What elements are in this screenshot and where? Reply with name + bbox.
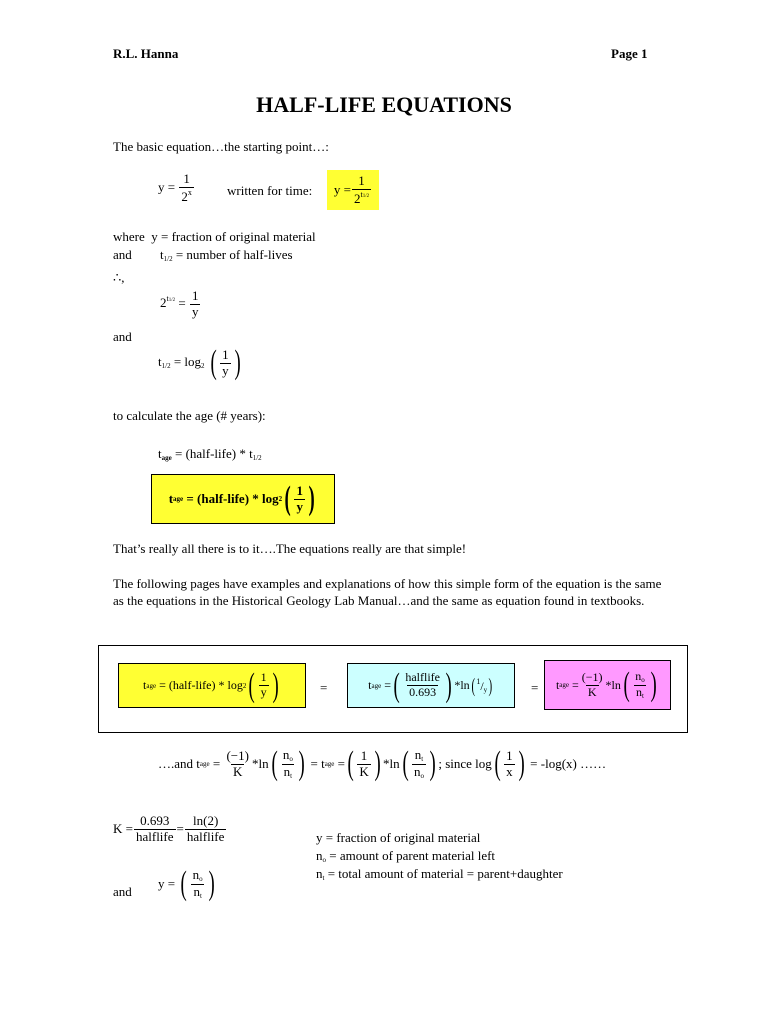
def-no: $n_o$ = amount of parent material left [316, 848, 496, 864]
and-text-1: and [113, 329, 132, 344]
half-lives-def: $t_{1/2}$ = number of half-lives [160, 247, 293, 263]
time-equation-highlight: y = $\frac{1}{2^{t1/2}}$ [327, 170, 379, 210]
author: R.L. Hanna [113, 46, 179, 61]
intro-text: The basic equation…the starting point…: [113, 139, 329, 154]
age-equation: $t_{age}$ = (half-life) * $t_{1/2}$ [158, 446, 262, 462]
following-paragraph: The following pages have examples and explanations of how this simple form of the equation is the same as the equations in the Historical Geology Lab Manual…and the same as equation found in textbooks. [113, 576, 662, 608]
calc-age-text: to calculate the age (# years): [113, 408, 266, 423]
equivalence-line: ….and t age = $\frac{(-1)}{K}$ *ln ( $\frac{n_o}{n_t}$ ) = t age = ( $\frac{1}{K}$ ) *ln ( $\frac{n_t}{n_o}$ ) ; since log ( $\frac{1}{x}$ ) = -log(x) …… [158, 745, 607, 782]
where-line: where y = fraction of original material [113, 229, 316, 244]
compare-ln-box: t age = ( $\frac{\text{halflife}}{0.693}$ ) *ln ( $^1/_y$ ) [347, 663, 515, 708]
simple-text: That’s really all there is to it….The equations really are that simple! [113, 541, 467, 556]
age-log-equation-box: t age = (half-life) * log 2 ( $\frac{1}{y}$ ) [151, 474, 335, 524]
and-text-2: and [113, 884, 132, 899]
page-title: HALF-LIFE EQUATIONS [256, 92, 512, 117]
compare-equals-2: = [531, 680, 539, 695]
final-y-equation: y = ( $\frac{n_o}{n_t}$ ) [158, 865, 215, 902]
therefore-symbol: ∴, [113, 270, 125, 285]
exponent-equation: $2^{t1/2}$ = $\frac{1}{y}$ [160, 288, 199, 319]
compare-equals-1: = [320, 680, 328, 695]
k-equation: K = $\frac{0.693}{\text{halflife}}$ = $\frac{\ln(2)}{\text{halflife}}$ [113, 813, 225, 844]
page-number: Page 1 [611, 46, 648, 61]
and-line: and [113, 247, 132, 262]
def-nt: $n_t$ = total amount of material = parent+daughter [316, 866, 563, 882]
compare-log-box: t age = (half-life) * log 2 ( $\frac{1}{y}$ ) [118, 663, 306, 708]
basic-equation: y = $\frac{1}{2^x}$ [158, 171, 192, 204]
compare-k-box: t age = $\frac{(-1)}{K}$ *ln ( $\frac{n_o}{n_t}$ ) [544, 660, 671, 710]
def-y: y = fraction of original material [316, 830, 481, 845]
written-for-time-label: written for time: [227, 183, 313, 198]
log-equation: $t_{1/2} = \log_2$ ( $\frac{1}{y}$ ) [158, 344, 241, 381]
